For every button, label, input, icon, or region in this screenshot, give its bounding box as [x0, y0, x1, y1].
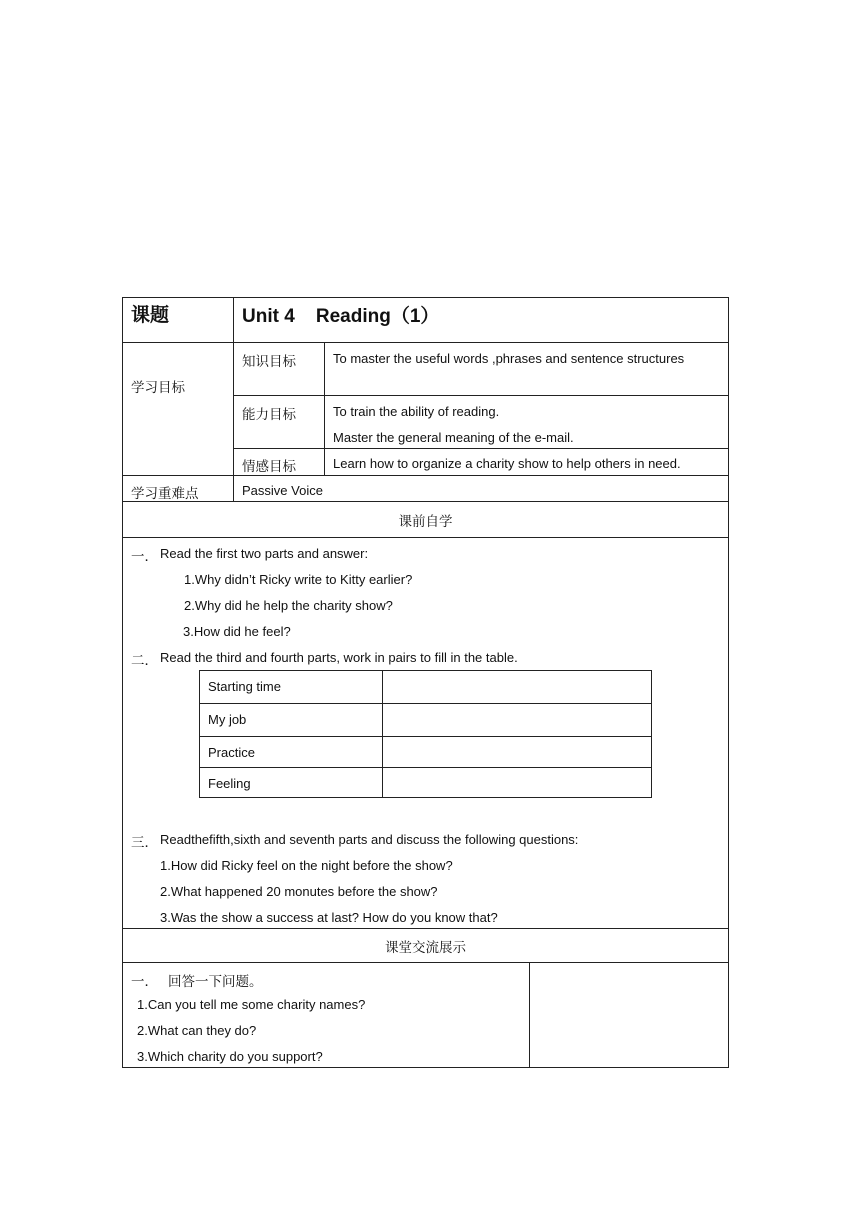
part3-instruction: Readthefifth,sixth and seventh parts and discuss the following questions: [160, 832, 579, 847]
difficulty-value: Passive Voice [242, 483, 323, 498]
part1-question-1: 1.Why didn’t Ricky write to Kitty earlier? [184, 572, 413, 587]
row-divider [122, 475, 729, 476]
fill-table-border [199, 797, 651, 798]
part1-question-2: 2.Why did he help the charity show? [184, 598, 393, 613]
objective-kind-emotion: 情感目标 [242, 459, 296, 475]
fill-table-border [651, 670, 652, 798]
objective-text-ability-2: Master the general meaning of the e-mail. [333, 430, 574, 445]
table-border-top [122, 297, 729, 298]
classroom-question-2: 2.What can they do? [137, 1023, 257, 1038]
part3-question-3: 3.Was the show a success at last? How do you know that? [160, 910, 498, 925]
objective-kind-ability: 能力目标 [242, 407, 296, 423]
fill-table-row-label: Starting time [208, 679, 281, 694]
row-divider [122, 928, 729, 929]
part2-instruction: Read the third and fourth parts, work in pairs to fill in the table. [160, 650, 518, 665]
classroom-marker: 一． [131, 974, 158, 990]
objective-kind-knowledge: 知识目标 [242, 354, 296, 370]
part1-question-3: 3.How did he feel? [183, 624, 291, 639]
fill-table-row-label: Practice [208, 745, 255, 760]
part3-question-1: 1.How did Ricky feel on the night before the show? [160, 858, 453, 873]
row-divider [233, 395, 729, 396]
fill-table-border [199, 767, 651, 768]
column-divider [324, 342, 325, 475]
fill-table-border [199, 703, 651, 704]
fill-table-border [382, 670, 383, 798]
column-divider [529, 962, 530, 1067]
objective-text-ability-1: To train the ability of reading. [333, 404, 500, 419]
fill-table-border [199, 670, 200, 798]
fill-table-row-label: Feeling [208, 776, 251, 791]
column-divider [233, 297, 234, 501]
row-divider [233, 448, 729, 449]
row-divider [122, 537, 729, 538]
header-label: 课题 [131, 304, 170, 326]
page-title: Unit 4 Reading（1） [242, 306, 440, 327]
row-divider [122, 342, 729, 343]
difficulty-label: 学习重难点 [131, 486, 199, 502]
objective-text-emotion: Learn how to organize a charity show to help others in need. [333, 456, 681, 471]
part2-marker: 二． [131, 653, 158, 669]
part1-marker: 一． [131, 549, 158, 565]
part3-marker: 三． [131, 835, 158, 851]
fill-table-border [199, 736, 651, 737]
classroom-heading: 课堂交流展示 [385, 940, 466, 956]
objectives-label: 学习目标 [131, 380, 185, 396]
objective-text-knowledge: To master the useful words ,phrases and sentence structures [333, 351, 685, 366]
table-border-bottom [122, 1067, 729, 1068]
classroom-question-3: 3.Which charity do you support? [137, 1049, 323, 1064]
part3-question-2: 2.What happened 20 monutes before the show? [160, 884, 438, 899]
classroom-prompt: 回答一下问题。 [168, 974, 263, 990]
fill-table-border [199, 670, 651, 671]
fill-table-row-label: My job [208, 712, 247, 727]
classroom-question-1: 1.Can you tell me some charity names? [137, 997, 366, 1012]
part1-instruction: Read the first two parts and answer: [160, 546, 369, 561]
row-divider [122, 501, 729, 502]
row-divider [122, 962, 729, 963]
preview-heading: 课前自学 [398, 514, 453, 530]
